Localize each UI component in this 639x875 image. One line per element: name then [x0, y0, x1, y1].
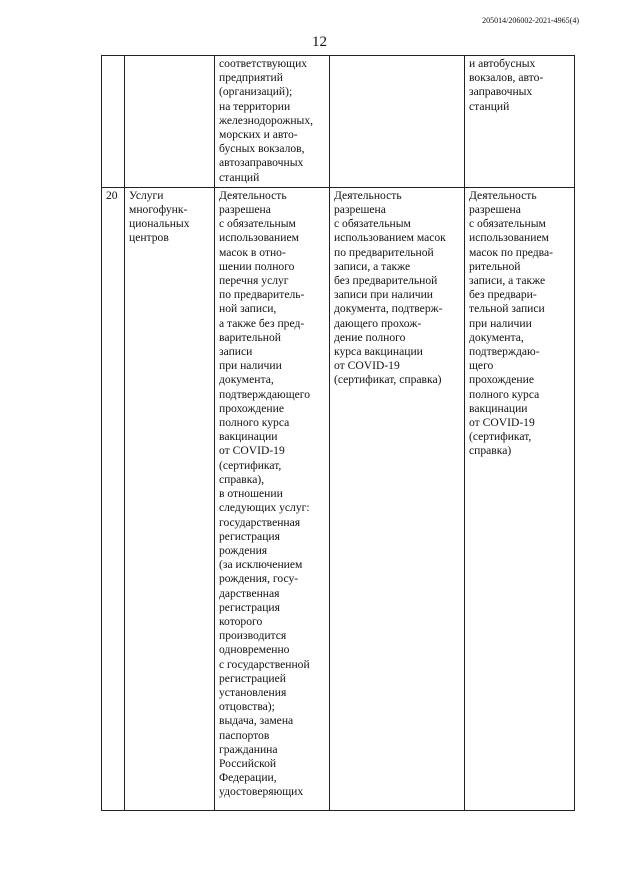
cell-text-line: морских и авто- — [219, 128, 298, 142]
cell-text-line: в отношении — [219, 487, 283, 501]
cell-text-line: без предвари- — [469, 288, 537, 302]
cell-text-line: удостоверяющих — [219, 785, 304, 799]
cell-text-line: Федерации, — [219, 771, 277, 785]
cell-text-line: полного курса — [219, 416, 290, 430]
cell-text-line: Российской — [219, 756, 277, 770]
cell-text-line: шении полного — [219, 259, 295, 273]
rule-cell-2 — [330, 56, 465, 188]
table-row — [102, 187, 575, 810]
cell-text-line: ной записи, — [219, 302, 277, 316]
cell-text-line: с обязательным — [219, 217, 296, 231]
service-name-cell — [125, 56, 215, 188]
cell-text-line: Деятельность — [219, 188, 287, 202]
document-id: 205014/206002-2021-4965(4) — [482, 16, 579, 25]
cell-text-line: станций — [469, 99, 510, 113]
table-row — [102, 56, 575, 188]
cell-text-line: регистрацией — [219, 671, 286, 685]
service-name-cell — [125, 187, 215, 810]
cell-text-line: гражданина — [219, 742, 278, 756]
cell-text-line: записи, а также — [469, 274, 546, 288]
rule-cell-3 — [465, 187, 575, 810]
cell-text-line: центров — [129, 231, 169, 245]
cell-text-line: подтверждаю- — [469, 345, 540, 359]
cell-text-line: Услуги — [129, 188, 164, 202]
row-number-cell — [102, 187, 125, 810]
cell-text-line: одновременно — [219, 643, 290, 657]
cell-text-line: железнодорожных, — [219, 113, 314, 127]
cell-text-line: справка) — [469, 444, 512, 458]
cell-text-line: записи при наличии — [334, 288, 434, 302]
cell-text-line: (за исключением — [219, 558, 303, 572]
cell-text-line: использованием масок — [334, 231, 446, 245]
cell-text-line: записи, а также — [334, 259, 411, 273]
cell-text-line: документа, подтверж- — [334, 302, 443, 316]
cell-text-line: щего — [469, 359, 494, 373]
cell-text-line: (сертификат, — [469, 430, 532, 444]
cell-text-line: при наличии — [469, 316, 532, 330]
rule-cell-1 — [215, 56, 330, 188]
cell-text-line: масок в отно- — [219, 245, 286, 259]
cell-text-line: масок по предва- — [469, 245, 553, 259]
cell-text-line: дающего прохож- — [334, 316, 422, 330]
cell-text-line: от COVID-19 — [469, 416, 535, 430]
cell-text-line: с обязательным — [334, 217, 411, 231]
cell-text-line: варительной — [219, 330, 281, 344]
cell-text-line: курса вакцинации — [334, 345, 423, 359]
cell-text-line: дарственная — [219, 586, 280, 600]
cell-text-line: многофунк- — [129, 203, 188, 217]
cell-text-line: тельной записи — [469, 302, 545, 316]
cell-text-line: по предваритель- — [219, 288, 305, 302]
cell-text-line: от COVID-19 — [334, 359, 400, 373]
page-number: 12 — [312, 34, 327, 50]
cell-text-line: которого — [219, 614, 263, 628]
cell-text-line: документа, — [219, 373, 274, 387]
cell-text-line: от COVID-19 — [219, 444, 285, 458]
cell-text-line: соответствующих — [219, 57, 308, 70]
cell-text-line: вакцинации — [469, 401, 528, 415]
rule-cell-3 — [465, 56, 575, 188]
cell-text-line: с обязательным — [469, 217, 546, 231]
cell-text-line: прохождение — [469, 373, 534, 387]
cell-text-line: циональных — [129, 217, 190, 231]
cell-text-line: паспортов — [219, 728, 270, 742]
cell-text-line: записи — [219, 345, 253, 359]
cell-text-line: при наличии — [219, 359, 282, 373]
cell-text-line: Деятельность — [469, 188, 537, 202]
cell-text-line: разрешена — [219, 203, 271, 217]
regulation-table — [101, 55, 575, 811]
cell-text-line: бусных вокзалов, — [219, 142, 305, 156]
cell-text-line: государственная — [219, 515, 301, 529]
cell-text-line: (сертификат, — [219, 458, 282, 472]
cell-text-line: рождения, госу- — [219, 572, 299, 586]
cell-text-line: (организаций); — [219, 85, 293, 99]
cell-text-line: установления — [219, 685, 287, 699]
cell-text-line: выдача, замена — [219, 714, 294, 728]
cell-text-line: (сертификат, справка) — [334, 373, 442, 387]
cell-text-line: справка), — [219, 472, 265, 486]
cell-text-line: подтверждающего — [219, 387, 311, 401]
cell-text-line: регистрация — [219, 529, 280, 543]
cell-text-line: станций — [219, 170, 260, 184]
cell-text-line: без предварительной — [334, 274, 438, 288]
cell-text-line: перечня услуг — [219, 274, 289, 288]
row-number-cell — [102, 56, 125, 188]
cell-text-line: отцовства); — [219, 700, 275, 714]
cell-text-line: регистрация — [219, 600, 280, 614]
cell-text-line: на территории — [219, 99, 291, 113]
cell-text-line: дение полного — [334, 330, 406, 344]
cell-text-line: вокзалов, авто- — [469, 71, 544, 85]
cell-text-line: документа, — [469, 330, 524, 344]
cell-text-line: а также без пред- — [219, 316, 305, 330]
cell-text-line: рождения — [219, 543, 268, 557]
cell-text-line: следующих услуг: — [219, 501, 310, 515]
cell-text-line: по предварительной — [334, 245, 434, 259]
cell-text-line: с государственной — [219, 657, 310, 671]
rule-cell-2 — [330, 187, 465, 810]
cell-text-line: автозаправочных — [219, 156, 304, 170]
cell-text-line: разрешена — [334, 203, 386, 217]
cell-text-line: использованием — [219, 231, 299, 245]
rule-cell-1 — [215, 187, 330, 810]
cell-text-line: 20 — [106, 188, 118, 202]
cell-text-line: разрешена — [469, 203, 521, 217]
cell-text-line: заправочных — [469, 85, 533, 99]
cell-text-line: полного курса — [469, 387, 540, 401]
cell-text-line: предприятий — [219, 71, 283, 85]
cell-text-line: использованием — [469, 231, 549, 245]
cell-text-line: и автобусных — [469, 57, 536, 70]
cell-text-line: вакцинации — [219, 430, 278, 444]
cell-text-line: Деятельность — [334, 188, 402, 202]
cell-text-line: прохождение — [219, 401, 284, 415]
cell-text-line: производится — [219, 629, 287, 643]
cell-text-line: рительной — [469, 259, 521, 273]
